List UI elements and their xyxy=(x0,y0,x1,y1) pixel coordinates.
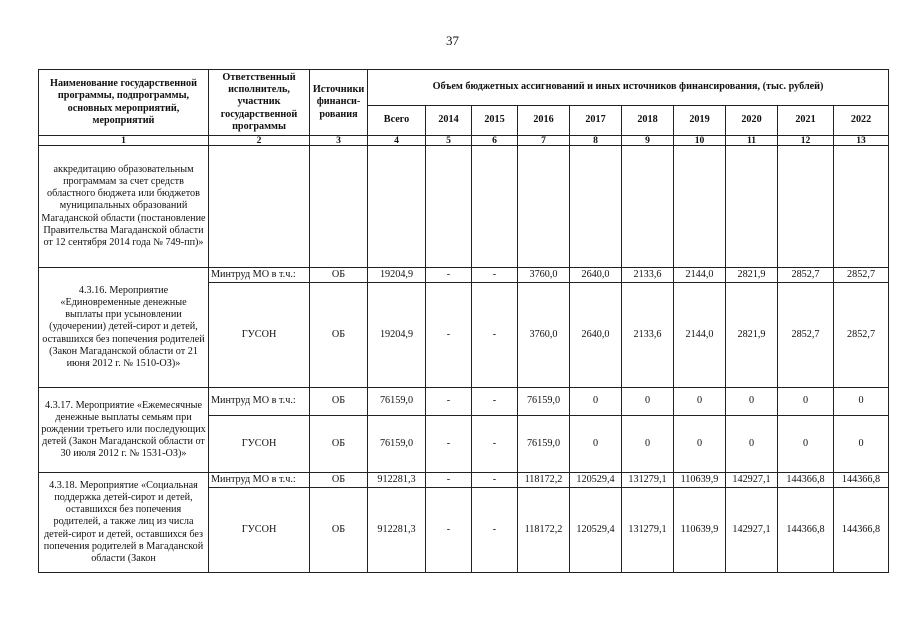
header-year: 2017 xyxy=(570,106,622,136)
value-cell: 0 xyxy=(674,388,726,416)
value-cell: 2821,9 xyxy=(726,283,778,388)
value-cell: 0 xyxy=(570,416,622,473)
value-cell: 0 xyxy=(674,416,726,473)
value-cell: 76159,0 xyxy=(368,416,426,473)
value-cell: 118172,2 xyxy=(518,473,570,488)
value-cell: 110639,9 xyxy=(674,488,726,573)
value-cell: - xyxy=(472,473,518,488)
value-cell: 76159,0 xyxy=(518,416,570,473)
source-cell: ОБ xyxy=(310,268,368,283)
column-number: 11 xyxy=(726,136,778,146)
header-year: 2018 xyxy=(622,106,674,136)
column-number: 6 xyxy=(472,136,518,146)
value-cell: 0 xyxy=(834,388,889,416)
value-cell: 142927,1 xyxy=(726,473,778,488)
value-cell: 120529,4 xyxy=(570,488,622,573)
header-year: Всего xyxy=(368,106,426,136)
value-cell: 131279,1 xyxy=(622,473,674,488)
column-number: 5 xyxy=(426,136,472,146)
header-year: 2020 xyxy=(726,106,778,136)
column-number: 9 xyxy=(622,136,674,146)
value-cell: 110639,9 xyxy=(674,473,726,488)
value-cell: 2852,7 xyxy=(834,268,889,283)
executor-cell: Минтруд МО в т.ч.: xyxy=(209,268,310,283)
value-cell: - xyxy=(426,268,472,283)
executor-cell: ГУСОН xyxy=(209,488,310,573)
header-year: 2021 xyxy=(778,106,834,136)
value-cell: - xyxy=(472,416,518,473)
value-cell: 2640,0 xyxy=(570,268,622,283)
value-cell: 912281,3 xyxy=(368,473,426,488)
executor-cell: ГУСОН xyxy=(209,416,310,473)
column-number: 7 xyxy=(518,136,570,146)
column-number: 2 xyxy=(209,136,310,146)
value-cell: 2852,7 xyxy=(834,283,889,388)
header-source: Источники финанси-рования xyxy=(310,70,368,136)
value-cell: 0 xyxy=(778,388,834,416)
header-year: 2022 xyxy=(834,106,889,136)
source-cell: ОБ xyxy=(310,283,368,388)
column-number: 10 xyxy=(674,136,726,146)
value-cell: 19204,9 xyxy=(368,283,426,388)
table-row xyxy=(39,268,889,283)
value-cell: 3760,0 xyxy=(518,268,570,283)
value-cell: 0 xyxy=(726,388,778,416)
value-cell: 2144,0 xyxy=(674,268,726,283)
column-number: 12 xyxy=(778,136,834,146)
program-name-cell: 4.3.18. Мероприятие «Социальная поддержка детей-сирот и детей, оставшихся без попечения родителей, а также лиц из числа детей-сирот и детей, оставшихся без попечения родителей в Магаданской области (Закон xyxy=(39,473,209,573)
executor-cell: Минтруд МО в т.ч.: xyxy=(209,388,310,416)
program-name-cell: 4.3.16. Мероприятие «Единовременные денежные выплаты при усыновлении (удочерении) детей-сирот и детей, оставшихся без попечения родителей (Закон Магаданской области от 21 июня 2012 г. № 1510-ОЗ)» xyxy=(39,268,209,388)
value-cell: - xyxy=(426,473,472,488)
value-cell: 118172,2 xyxy=(518,488,570,573)
source-cell: ОБ xyxy=(310,488,368,573)
value-cell: 3760,0 xyxy=(518,283,570,388)
value-cell: 76159,0 xyxy=(518,388,570,416)
value-cell: 2852,7 xyxy=(778,283,834,388)
value-cell: 2821,9 xyxy=(726,268,778,283)
executor-cell: Минтруд МО в т.ч.: xyxy=(209,473,310,488)
table-row xyxy=(39,388,889,416)
table-row xyxy=(39,473,889,488)
column-number-row xyxy=(39,136,889,146)
budget-table xyxy=(38,69,889,573)
value-cell: - xyxy=(472,388,518,416)
value-cell: 144366,8 xyxy=(834,488,889,573)
header-year: 2014 xyxy=(426,106,472,136)
header-volume: Объем бюджетных ассигнований и иных источников финансирования, (тыс. рублей) xyxy=(368,70,889,106)
page-number: 37 xyxy=(446,33,459,48)
program-name-cell: аккредитацию образовательным программам за счет средств областного бюджета или бюджетов муниципальных образований Магаданской области (постановление Правительства Магаданской области от 12 сентября 2014 года № 749-пп)» xyxy=(39,146,209,268)
value-cell: - xyxy=(426,283,472,388)
value-cell: - xyxy=(426,416,472,473)
value-cell: - xyxy=(472,268,518,283)
value-cell: 144366,8 xyxy=(778,473,834,488)
value-cell: 76159,0 xyxy=(368,388,426,416)
column-number: 4 xyxy=(368,136,426,146)
value-cell: 120529,4 xyxy=(570,473,622,488)
value-cell: 0 xyxy=(834,416,889,473)
column-number: 3 xyxy=(310,136,368,146)
source-cell: ОБ xyxy=(310,473,368,488)
source-cell: ОБ xyxy=(310,388,368,416)
value-cell: - xyxy=(426,388,472,416)
header-year: 2015 xyxy=(472,106,518,136)
column-number: 8 xyxy=(570,136,622,146)
program-name-cell: 4.3.17. Мероприятие «Ежемесячные денежные выплаты семьям при рождении третьего или последующих детей (Закон Магаданской области от 30 июля 2012 г. № 1531-ОЗ)» xyxy=(39,388,209,473)
header-year: 2016 xyxy=(518,106,570,136)
value-cell: 144366,8 xyxy=(778,488,834,573)
executor-cell: ГУСОН xyxy=(209,283,310,388)
value-cell: 0 xyxy=(570,388,622,416)
value-cell: 2144,0 xyxy=(674,283,726,388)
value-cell: - xyxy=(426,488,472,573)
value-cell: 142927,1 xyxy=(726,488,778,573)
value-cell: 0 xyxy=(726,416,778,473)
value-cell: - xyxy=(472,283,518,388)
value-cell: 19204,9 xyxy=(368,268,426,283)
value-cell: 131279,1 xyxy=(622,488,674,573)
value-cell: 0 xyxy=(622,416,674,473)
header-executor: Ответственный исполнитель, участник государственной программы xyxy=(209,70,310,136)
value-cell: - xyxy=(472,488,518,573)
value-cell: 2640,0 xyxy=(570,283,622,388)
header-name: Наименование государственной программы, подпрограммы, основных мероприятий, мероприятий xyxy=(39,70,209,136)
value-cell: 0 xyxy=(778,416,834,473)
source-cell: ОБ xyxy=(310,416,368,473)
column-number: 1 xyxy=(39,136,209,146)
value-cell: 0 xyxy=(622,388,674,416)
table-row xyxy=(39,146,889,268)
value-cell: 2133,6 xyxy=(622,283,674,388)
column-number: 13 xyxy=(834,136,889,146)
value-cell: 912281,3 xyxy=(368,488,426,573)
value-cell: 2852,7 xyxy=(778,268,834,283)
value-cell: 144366,8 xyxy=(834,473,889,488)
header-year: 2019 xyxy=(674,106,726,136)
value-cell: 2133,6 xyxy=(622,268,674,283)
